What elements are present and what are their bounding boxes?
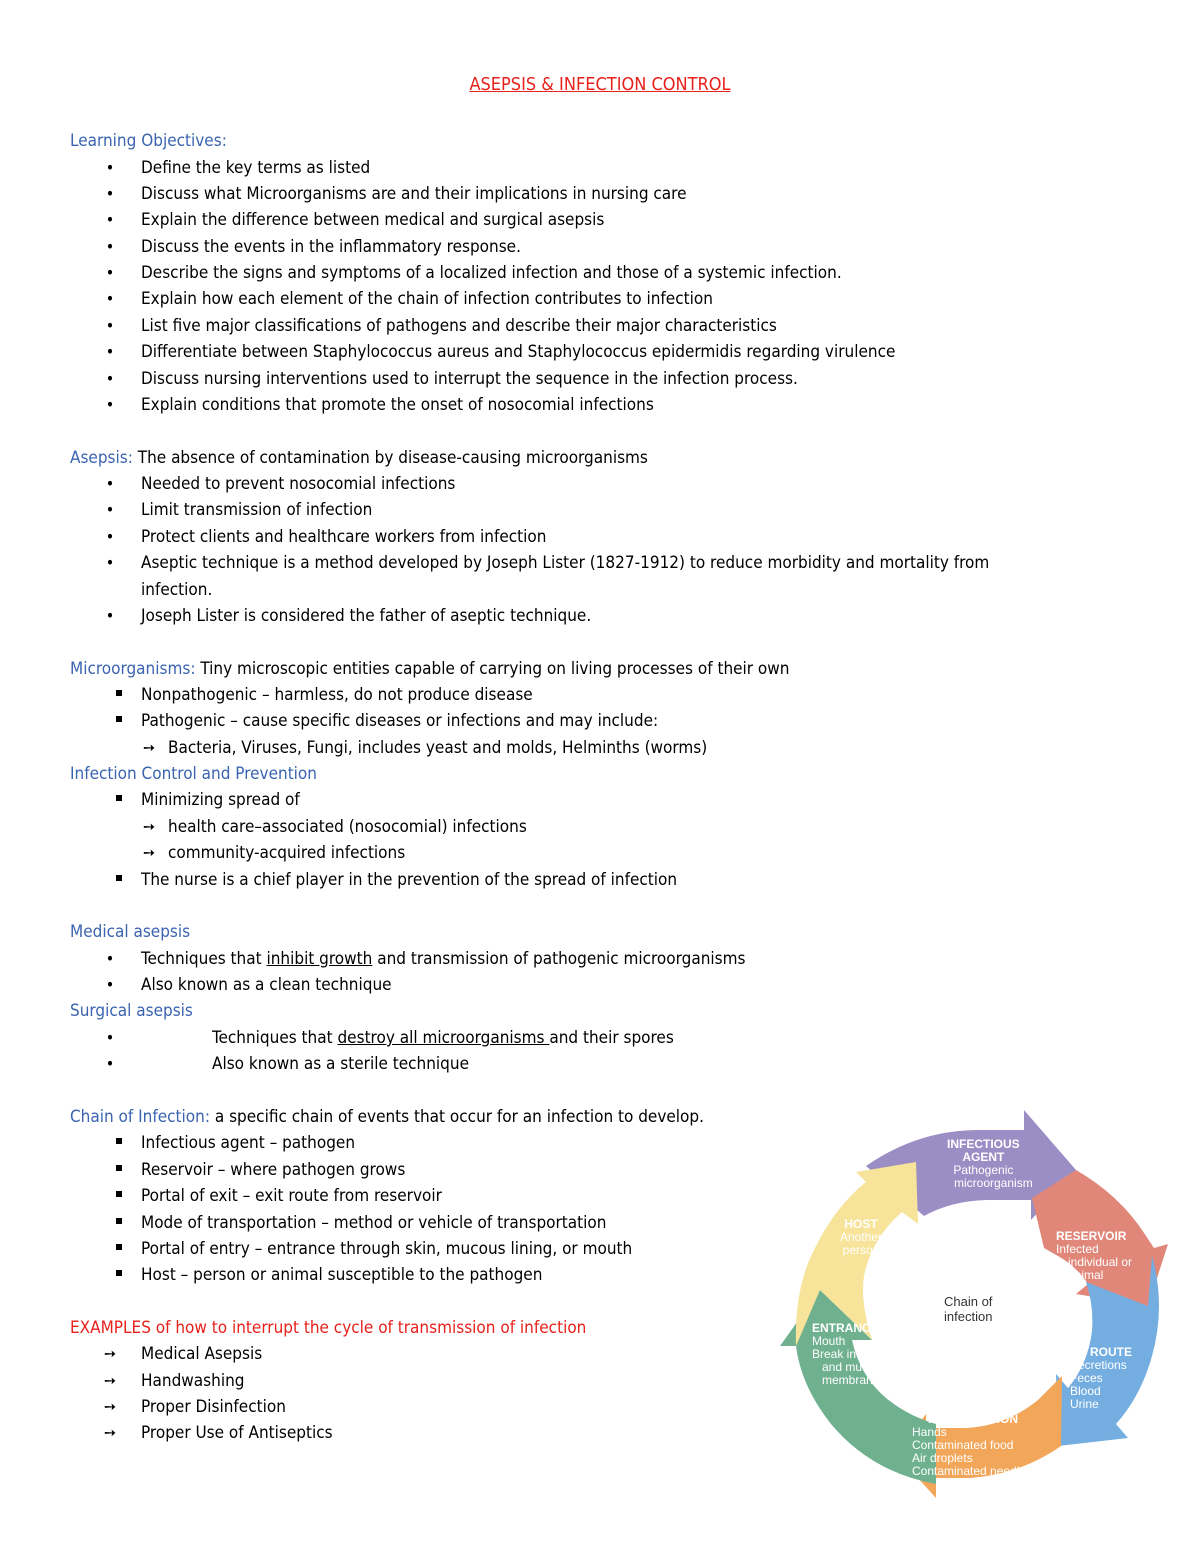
arrow-right-icon: ➙ <box>104 1344 117 1363</box>
asepsis-term: Asepsis: <box>70 448 133 468</box>
square-bullet-icon <box>116 1191 122 1197</box>
reservoir-label <box>1056 1230 1132 1282</box>
list-item: Medical Asepsis <box>141 1344 263 1364</box>
list-item: Define the key terms as listed <box>141 158 371 178</box>
entrance-line: Mouth <box>812 1334 846 1348</box>
underlined-text: destroy all microorganisms <box>337 1028 550 1048</box>
bullet-icon: • <box>105 949 115 968</box>
list-item: Also known as a sterile technique <box>212 1054 469 1074</box>
exit-route-line: Feces <box>1070 1371 1103 1385</box>
entrance-line: membrane <box>822 1373 880 1387</box>
list-item: Explain how each element of the chain of infection contributes to infection <box>141 289 713 309</box>
list-item: The nurse is a chief player in the prevention of the spread of infection <box>141 870 678 890</box>
bullet-icon: • <box>105 500 115 519</box>
host-title: HOST <box>844 1217 878 1231</box>
sub-list-item: Bacteria, Viruses, Fungi, includes yeast and molds, Helminths (worms) <box>168 738 708 758</box>
list-item: Infectious agent – pathogen <box>141 1133 356 1153</box>
square-bullet-icon <box>116 1244 122 1250</box>
examples-heading: EXAMPLES of how to interrupt the cycle of transmission of infection <box>70 1318 587 1338</box>
chain-term: Chain of Infection: <box>70 1107 210 1127</box>
chain-of-infection-diagram <box>776 1106 1180 1510</box>
method-line: Contaminated food <box>912 1438 1014 1452</box>
method-line: Air droplets <box>912 1451 973 1465</box>
arrow-right-icon: ➙ <box>104 1423 117 1442</box>
agent-title: AGENT <box>962 1150 1005 1164</box>
text-run: Techniques that <box>212 1028 338 1048</box>
list-item: Discuss the events in the inflammatory response. <box>141 237 521 257</box>
list-item-continuation: infection. <box>141 580 213 600</box>
reservoir-title: RESERVOIR <box>1056 1229 1127 1243</box>
bullet-icon: • <box>105 316 115 335</box>
center-line: Chain of <box>944 1294 993 1309</box>
reservoir-line: animal <box>1068 1268 1104 1282</box>
microorganisms-term: Microorganisms: <box>70 659 196 679</box>
arrow-right-icon: ➙ <box>143 817 156 836</box>
bullet-icon: • <box>105 1028 115 1047</box>
underlined-text: inhibit growth <box>266 949 373 969</box>
bullet-icon: • <box>105 1054 115 1073</box>
list-item: List five major classifications of pathogens and describe their major characteristics <box>141 316 777 336</box>
list-item: Limit transmission of infection <box>141 500 373 520</box>
bullet-icon: • <box>105 975 115 994</box>
list-item: Joseph Lister is considered the father of aseptic technique. <box>141 606 592 626</box>
agent-line: microorganism <box>954 1176 1033 1190</box>
bullet-icon: • <box>105 369 115 388</box>
list-item: Explain the difference between medical and surgical asepsis <box>141 210 605 230</box>
method-title: TRANSMISSION <box>926 1412 1019 1426</box>
bullet-icon: • <box>105 237 115 256</box>
bullet-icon: • <box>105 289 115 308</box>
host-line: person <box>842 1243 880 1257</box>
sub-list-item: health care–associated (nosocomial) infections <box>168 817 527 837</box>
bullet-icon: • <box>105 210 115 229</box>
bullet-icon: • <box>105 395 115 414</box>
square-bullet-icon <box>116 716 122 722</box>
bullet-icon: • <box>105 158 115 177</box>
square-bullet-icon <box>116 875 122 881</box>
exit-route-label <box>1060 1346 1132 1411</box>
list-item: Handwashing <box>141 1371 245 1391</box>
entrance-title: ENTRANCE <box>812 1321 879 1335</box>
bullet-icon: • <box>105 474 115 493</box>
list-item: Aseptic technique is a method developed by Joseph Lister (1827-1912) to reduce morbidity and mortality from <box>141 553 990 573</box>
list-item: Differentiate between Staphylococcus aureus and Staphylococcus epidermidis regarding virulence <box>141 342 896 362</box>
square-bullet-icon <box>116 690 122 696</box>
arrow-right-icon: ➙ <box>104 1397 117 1416</box>
agent-title: INFECTIOUS <box>947 1137 1020 1151</box>
list-item: Pathogenic – cause specific diseases or infections and may include: <box>141 711 659 731</box>
method-of-transmission-label <box>912 1400 1026 1478</box>
bullet-icon: • <box>105 342 115 361</box>
agent-line: Pathogenic <box>953 1163 1014 1177</box>
list-item: Also known as a clean technique <box>141 975 392 995</box>
list-item: Protect clients and healthcare workers from infection <box>141 527 547 547</box>
exit-route-line: Urine <box>1070 1397 1099 1411</box>
list-item: Proper Use of Antiseptics <box>141 1423 333 1443</box>
bullet-icon: • <box>105 263 115 282</box>
text-run: and their spores <box>549 1028 674 1048</box>
asepsis-definition: The absence of contamination by disease-causing microorganisms <box>132 448 648 468</box>
list-item <box>212 1027 674 1049</box>
list-item: Minimizing spread of <box>141 790 300 810</box>
host-line: Another <box>840 1230 883 1244</box>
list-item: Describe the signs and symptoms of a localized infection and those of a systemic infection. <box>141 263 842 283</box>
method-line: Hands <box>912 1425 947 1439</box>
chain-center-label <box>944 1294 992 1324</box>
page-title: ASEPSIS & INFECTION CONTROL <box>469 74 731 95</box>
square-bullet-icon <box>116 1165 122 1171</box>
exit-route-line: Blood <box>1070 1384 1101 1398</box>
list-item: Portal of entry – entrance through skin, mucous lining, or mouth <box>141 1239 633 1259</box>
list-item: Nonpathogenic – harmless, do not produce disease <box>141 685 533 705</box>
square-bullet-icon <box>116 1138 122 1144</box>
agent-label <box>934 1138 1033 1190</box>
infection-control-heading: Infection Control and Prevention <box>70 764 317 784</box>
arrow-right-icon: ➙ <box>143 843 156 862</box>
entrance-line: and mucous <box>822 1360 888 1374</box>
entrance-label <box>812 1322 887 1387</box>
sub-list-item: community-acquired infections <box>168 843 406 863</box>
text-run: and transmission of pathogenic microorganisms <box>372 949 746 969</box>
exit-route-line: Secretions <box>1070 1358 1127 1372</box>
list-item: Reservoir – where pathogen grows <box>141 1160 406 1180</box>
list-item: Host – person or animal susceptible to the pathogen <box>141 1265 543 1285</box>
bullet-icon: • <box>105 184 115 203</box>
asepsis-heading <box>70 447 648 469</box>
bullet-icon: • <box>105 606 115 625</box>
list-item: Portal of exit – exit route from reservoir <box>141 1186 442 1206</box>
list-item <box>141 948 746 970</box>
center-line: infection <box>944 1309 993 1324</box>
list-item: Proper Disinfection <box>141 1397 286 1417</box>
entrance-line: Break in skin <box>812 1347 881 1361</box>
square-bullet-icon <box>116 795 122 801</box>
bullet-icon: • <box>105 527 115 546</box>
square-bullet-icon <box>116 1218 122 1224</box>
host-label <box>840 1218 882 1257</box>
list-item: Discuss what Microorganisms are and their implications in nursing care <box>141 184 687 204</box>
exit-route-title: EXIT ROUTE <box>1060 1345 1133 1359</box>
method-line: Contaminated needle <box>912 1464 1027 1478</box>
medical-asepsis-heading: Medical asepsis <box>70 922 191 942</box>
microorganisms-heading <box>70 658 790 680</box>
list-item: Explain conditions that promote the onset of nosocomial infections <box>141 395 654 415</box>
list-item: Discuss nursing interventions used to interrupt the sequence in the infection process. <box>141 369 798 389</box>
reservoir-line: Infected <box>1056 1242 1099 1256</box>
method-title: METHOD OF <box>936 1399 1008 1413</box>
chain-definition: a specific chain of events that occur for an infection to develop. <box>210 1107 704 1127</box>
arrow-right-icon: ➙ <box>143 738 156 757</box>
arrow-right-icon: ➙ <box>104 1371 117 1390</box>
microorganisms-definition: Tiny microscopic entities capable of carrying on living processes of their own <box>195 659 790 679</box>
reservoir-line: individual or <box>1068 1255 1133 1269</box>
bullet-icon: • <box>105 553 115 572</box>
list-item: Needed to prevent nosocomial infections <box>141 474 456 494</box>
list-item: Mode of transportation – method or vehicle of transportation <box>141 1213 607 1233</box>
learning-objectives-heading: Learning Objectives: <box>70 131 227 151</box>
chain-of-infection-heading <box>70 1106 704 1128</box>
text-run: Techniques that <box>141 949 267 969</box>
square-bullet-icon <box>116 1270 122 1276</box>
surgical-asepsis-heading: Surgical asepsis <box>70 1001 193 1021</box>
